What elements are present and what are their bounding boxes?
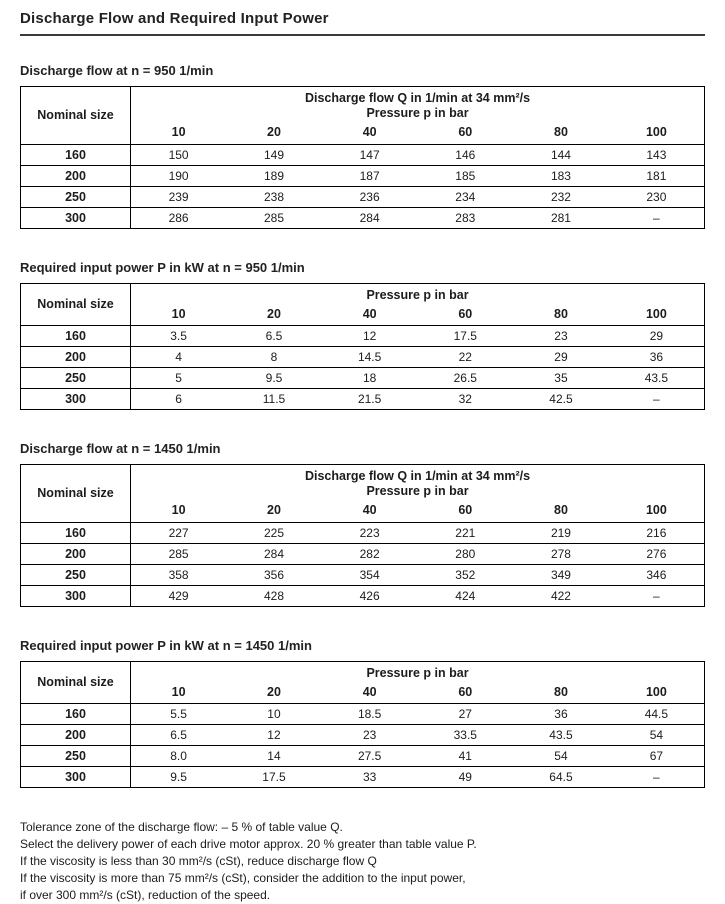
nominal-size-cell: 160 (21, 522, 131, 543)
data-table (20, 464, 705, 607)
pressure-caption (131, 465, 705, 500)
pressure-value: 10 (171, 684, 186, 699)
notes (20, 819, 705, 904)
value-cell: 183 (513, 165, 609, 186)
nominal-size-cell: 300 (21, 207, 131, 228)
note-line: If the viscosity is less than 30 mm²/s (cSt), reduce discharge flow Q (20, 854, 377, 868)
value-cell: – (609, 767, 705, 788)
pressure-value: 20 (267, 306, 281, 321)
value-cell: 12 (226, 725, 322, 746)
pressure-value: 80 (554, 125, 568, 140)
pressure-value: 20 (267, 503, 281, 518)
value-cell: 424 (417, 585, 513, 606)
value-cell: 29 (513, 347, 609, 368)
table-row (21, 543, 705, 564)
caption-line: Pressure p in bar (366, 106, 469, 120)
table-section (20, 260, 705, 411)
table-row (21, 347, 705, 368)
value-cell: 283 (417, 207, 513, 228)
value-cell: 36 (609, 347, 705, 368)
value-cell: 281 (513, 207, 609, 228)
value-cell: 18 (322, 368, 418, 389)
value-cell: 346 (609, 564, 705, 585)
pressure-value: 100 (645, 125, 667, 140)
value-cell: 426 (322, 585, 418, 606)
data-table (20, 283, 705, 411)
value-cell: 354 (322, 564, 418, 585)
nominal-size-cell: 160 (21, 326, 131, 347)
title-divider (20, 34, 705, 36)
value-cell: 356 (226, 564, 322, 585)
pressure-value: 40 (362, 684, 377, 699)
value-cell: 349 (513, 564, 609, 585)
value-cell: 150 (131, 144, 227, 165)
pressure-caption (131, 87, 705, 122)
pressure-value: 100 (645, 306, 667, 321)
value-cell: 4 (131, 347, 227, 368)
value-cell: 358 (131, 564, 227, 585)
value-cell: 285 (131, 543, 227, 564)
caption-line: Pressure p in bar (366, 484, 469, 498)
note-line: Select the delivery power of each drive motor approx. 20 % greater than table value P. (20, 837, 477, 851)
data-table (20, 661, 705, 789)
value-cell: 9.5 (131, 767, 227, 788)
value-cell: 216 (609, 522, 705, 543)
value-cell: 21.5 (322, 389, 418, 410)
value-cell: – (609, 389, 705, 410)
value-cell: 181 (609, 165, 705, 186)
pressure-value: 100 (645, 684, 667, 699)
caption-line: Pressure p in bar (366, 665, 469, 680)
caption-line: Discharge flow Q in 1/min at 34 mm²/s (304, 91, 531, 105)
table-section (20, 63, 705, 229)
value-cell: 282 (322, 543, 418, 564)
value-cell: 33 (322, 767, 418, 788)
value-cell: 10 (226, 704, 322, 725)
value-cell: 5 (131, 368, 227, 389)
pressure-value: 80 (554, 684, 568, 699)
table-section (20, 638, 705, 789)
pressure-value: 60 (458, 684, 473, 699)
pressure-value: 100 (645, 503, 667, 518)
nominal-size-cell: 200 (21, 165, 131, 186)
table-row (21, 165, 705, 186)
pressure-value: 10 (171, 125, 186, 140)
nominal-size-cell: 250 (21, 746, 131, 767)
value-cell: 54 (609, 725, 705, 746)
value-cell: 190 (131, 165, 227, 186)
value-cell: 352 (417, 564, 513, 585)
table-row (21, 326, 705, 347)
value-cell: 11.5 (226, 389, 322, 410)
value-cell: 285 (226, 207, 322, 228)
value-cell: 144 (513, 144, 609, 165)
table-row (21, 746, 705, 767)
value-cell: 239 (131, 186, 227, 207)
pressure-value: 40 (362, 503, 377, 518)
nominal-size-cell: 200 (21, 543, 131, 564)
value-cell: 280 (417, 543, 513, 564)
value-cell: 146 (417, 144, 513, 165)
table-row (21, 585, 705, 606)
value-cell: 8 (226, 347, 322, 368)
value-cell: 43.5 (513, 725, 609, 746)
value-cell: 29 (609, 326, 705, 347)
table-row (21, 186, 705, 207)
pressure-value: 20 (267, 684, 281, 699)
caption-line: Discharge flow Q in 1/min at 34 mm²/s (304, 469, 531, 483)
value-cell: 12 (322, 326, 418, 347)
nominal-size-cell: 250 (21, 368, 131, 389)
value-cell: 27 (417, 704, 513, 725)
pressure-caption (131, 661, 705, 681)
value-cell: 429 (131, 585, 227, 606)
value-cell: 23 (513, 326, 609, 347)
value-cell: 5.5 (131, 704, 227, 725)
value-cell: 49 (417, 767, 513, 788)
pressure-value: 10 (171, 503, 186, 518)
value-cell: 422 (513, 585, 609, 606)
page-title: Discharge Flow and Required Input Power (20, 10, 329, 27)
table-title: Discharge flow at n = 1450 1/min (20, 441, 221, 456)
value-cell: 26.5 (417, 368, 513, 389)
table-title: Required input power P in kW at n = 1450 1/min (20, 637, 312, 653)
value-cell: – (609, 207, 705, 228)
nominal-size-cell: 200 (21, 347, 131, 368)
value-cell: 9.5 (226, 368, 322, 389)
tables-container (20, 63, 705, 788)
value-cell: 22 (417, 347, 513, 368)
pressure-value: 80 (554, 306, 568, 321)
value-cell: 149 (226, 144, 322, 165)
value-cell: 41 (417, 746, 513, 767)
note-line: If the viscosity is more than 75 mm²/s (cSt), consider the addition to the input power, (20, 871, 466, 885)
pressure-value: 10 (171, 306, 186, 321)
value-cell: 18.5 (322, 704, 418, 725)
value-cell: 14 (226, 746, 322, 767)
caption-line: Pressure p in bar (366, 287, 469, 302)
value-cell: 143 (609, 144, 705, 165)
pressure-value: 60 (458, 306, 473, 321)
nominal-size-header: Nominal size (21, 87, 131, 145)
value-cell: 27.5 (322, 746, 418, 767)
value-cell: 6.5 (131, 725, 227, 746)
value-cell: 276 (609, 543, 705, 564)
note-line: if over 300 mm²/s (cSt), reduction of the speed. (20, 888, 271, 902)
value-cell: 221 (417, 522, 513, 543)
value-cell: 225 (226, 522, 322, 543)
table-row (21, 522, 705, 543)
value-cell: 187 (322, 165, 418, 186)
value-cell: 284 (322, 207, 418, 228)
value-cell: 6.5 (226, 326, 322, 347)
data-table (20, 86, 705, 229)
nominal-size-header: Nominal size (21, 465, 131, 523)
table-title: Discharge flow at n = 950 1/min (20, 63, 214, 78)
table-row (21, 389, 705, 410)
value-cell: 223 (322, 522, 418, 543)
value-cell: 234 (417, 186, 513, 207)
pressure-value: 60 (458, 503, 473, 518)
table-row (21, 207, 705, 228)
pressure-value: 40 (362, 306, 377, 321)
table-row (21, 144, 705, 165)
value-cell: 238 (226, 186, 322, 207)
value-cell: 17.5 (417, 326, 513, 347)
value-cell: 286 (131, 207, 227, 228)
nominal-size-cell: 160 (21, 704, 131, 725)
value-cell: 227 (131, 522, 227, 543)
pressure-value: 40 (362, 125, 377, 140)
value-cell: 42.5 (513, 389, 609, 410)
value-cell: 189 (226, 165, 322, 186)
note-line: Tolerance zone of the discharge flow: – 5 % of table value Q. (20, 820, 343, 834)
nominal-size-cell: 200 (21, 725, 131, 746)
pressure-value: 60 (458, 125, 473, 140)
value-cell: 32 (417, 389, 513, 410)
nominal-size-header: Nominal size (21, 283, 131, 326)
nominal-size-cell: 250 (21, 564, 131, 585)
value-cell: 219 (513, 522, 609, 543)
nominal-size-header: Nominal size (21, 661, 131, 704)
table-row (21, 704, 705, 725)
value-cell: 284 (226, 543, 322, 564)
value-cell: 8.0 (131, 746, 227, 767)
value-cell: 64.5 (513, 767, 609, 788)
value-cell: 23 (322, 725, 418, 746)
value-cell: 236 (322, 186, 418, 207)
pressure-caption (131, 283, 705, 303)
table-title: Required input power P in kW at n = 950 1/min (20, 259, 305, 275)
nominal-size-cell: 300 (21, 389, 131, 410)
pressure-value: 20 (267, 125, 281, 140)
value-cell: 17.5 (226, 767, 322, 788)
value-cell: 230 (609, 186, 705, 207)
value-cell: 428 (226, 585, 322, 606)
table-row (21, 767, 705, 788)
table-row (21, 725, 705, 746)
nominal-size-cell: 250 (21, 186, 131, 207)
value-cell: 67 (609, 746, 705, 767)
nominal-size-cell: 300 (21, 585, 131, 606)
value-cell: 278 (513, 543, 609, 564)
value-cell: 185 (417, 165, 513, 186)
nominal-size-cell: 160 (21, 144, 131, 165)
pressure-value: 80 (554, 503, 568, 518)
table-row (21, 564, 705, 585)
value-cell: 43.5 (609, 368, 705, 389)
value-cell: 147 (322, 144, 418, 165)
value-cell: 44.5 (609, 704, 705, 725)
value-cell: 6 (131, 389, 227, 410)
nominal-size-cell: 300 (21, 767, 131, 788)
value-cell: 14.5 (322, 347, 418, 368)
value-cell: 36 (513, 704, 609, 725)
value-cell: 3.5 (131, 326, 227, 347)
table-section (20, 441, 705, 607)
value-cell: 35 (513, 368, 609, 389)
value-cell: 232 (513, 186, 609, 207)
value-cell: 54 (513, 746, 609, 767)
table-row (21, 368, 705, 389)
value-cell: 33.5 (417, 725, 513, 746)
value-cell: – (609, 585, 705, 606)
